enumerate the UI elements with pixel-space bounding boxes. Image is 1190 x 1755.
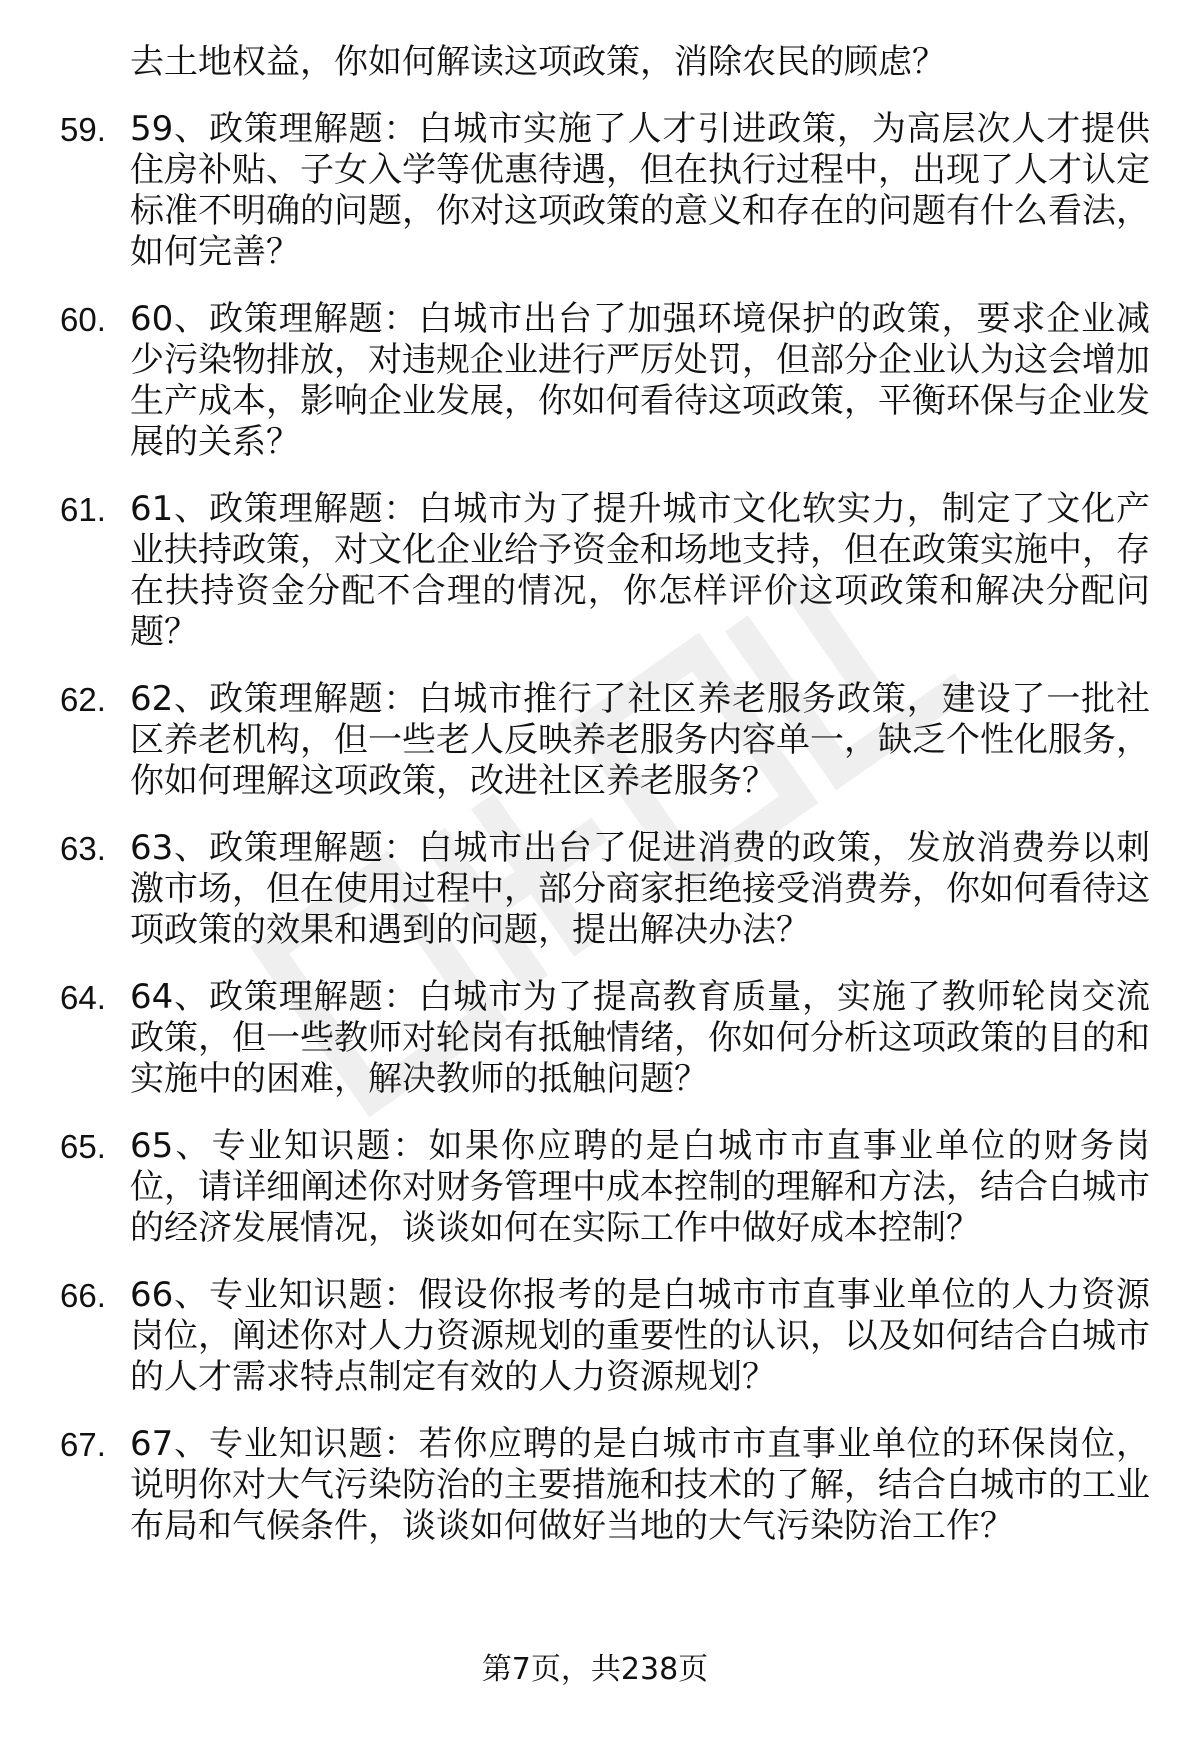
item-number: 67.: [60, 1426, 106, 1463]
main-content: [60, 42, 1150, 1547]
item-text: 67、专业知识题：若你应聘的是白城市市直事业单位的环保岗位，说明你对大气污染防治的主要措施和技术的了解，结合白城市的工业布局和气候条件，谈谈如何做好当地的大气污染防治工作？: [130, 1424, 1150, 1546]
question-list: [60, 109, 1150, 1547]
item-number: 66.: [60, 1277, 106, 1314]
item-text: 61、政策理解题：白城市为了提升城市文化软实力，制定了文化产业扶持政策，对文化企业给予资金和场地支持，但在政策实施中，存在扶持资金分配不合理的情况，你怎样评价这项政策和解决分配问题？: [130, 489, 1150, 652]
item-text: 60、政策理解题：白城市出台了加强环境保护的政策，要求企业减少污染物排放，对违规企业进行严厉处罚，但部分企业认为这会增加生产成本，影响企业发展，你如何看待这项政策，平衡环保与企业发展的关系？: [130, 299, 1150, 462]
item-number: 65.: [60, 1128, 106, 1165]
item-text: 63、政策理解题：白城市出台了促进消费的政策，发放消费券以刺激市场，但在使用过程中，部分商家拒绝接受消费券，你如何看待这项政策的效果和遇到的问题，提出解决办法？: [130, 828, 1150, 950]
page-number-label: 第7页，共238页: [481, 1652, 709, 1687]
item-number: 63.: [60, 830, 106, 867]
list-item: [60, 679, 1150, 802]
item-number: 60.: [60, 301, 106, 338]
item-text: 62、政策理解题：白城市推行了社区养老服务政策，建设了一批社区养老机构，但一些老人反映养老服务内容单一，缺乏个性化服务，你如何理解这项政策，改进社区养老服务？: [130, 679, 1150, 801]
continuation-text: 去土地权益，你如何解读这项政策，消除农民的顾虑？: [130, 42, 946, 82]
list-item: [60, 828, 1150, 951]
item-text: 64、政策理解题：白城市为了提高教育质量，实施了教师轮岗交流政策，但一些教师对轮岗有抵触情绪，你如何分析这项政策的目的和实施中的困难，解决教师的抵触问题？: [130, 977, 1150, 1099]
list-item: [60, 1126, 1150, 1249]
item-number: 62.: [60, 681, 106, 718]
list-item: [60, 1275, 1150, 1398]
item-number: 64.: [60, 979, 106, 1016]
item-number: 59.: [60, 111, 106, 148]
page-footer: [0, 1652, 1190, 1688]
list-item: [60, 977, 1150, 1100]
item-text: 66、专业知识题：假设你报考的是白城市市直事业单位的人力资源岗位，阐述你对人力资源规划的重要性的认识，以及如何结合白城市的人才需求特点制定有效的人力资源规划？: [130, 1275, 1150, 1397]
list-item: [60, 489, 1150, 653]
item-number: 61.: [60, 491, 106, 528]
list-item: [60, 1424, 1150, 1547]
list-item: [60, 109, 1150, 273]
item-text: 59、政策理解题：白城市实施了人才引进政策，为高层次人才提供住房补贴、子女入学等优惠待遇，但在执行过程中，出现了人才认定标准不明确的问题，你对这项政策的意义和存在的问题有什么看法，如何完善？: [130, 109, 1150, 272]
list-item: [60, 299, 1150, 463]
item-text: 65、专业知识题：如果你应聘的是白城市市直事业单位的财务岗位，请详细阐述你对财务管理中成本控制的理解和方法，结合白城市的经济发展情况，谈谈如何在实际工作中做好成本控制？: [130, 1126, 1150, 1248]
